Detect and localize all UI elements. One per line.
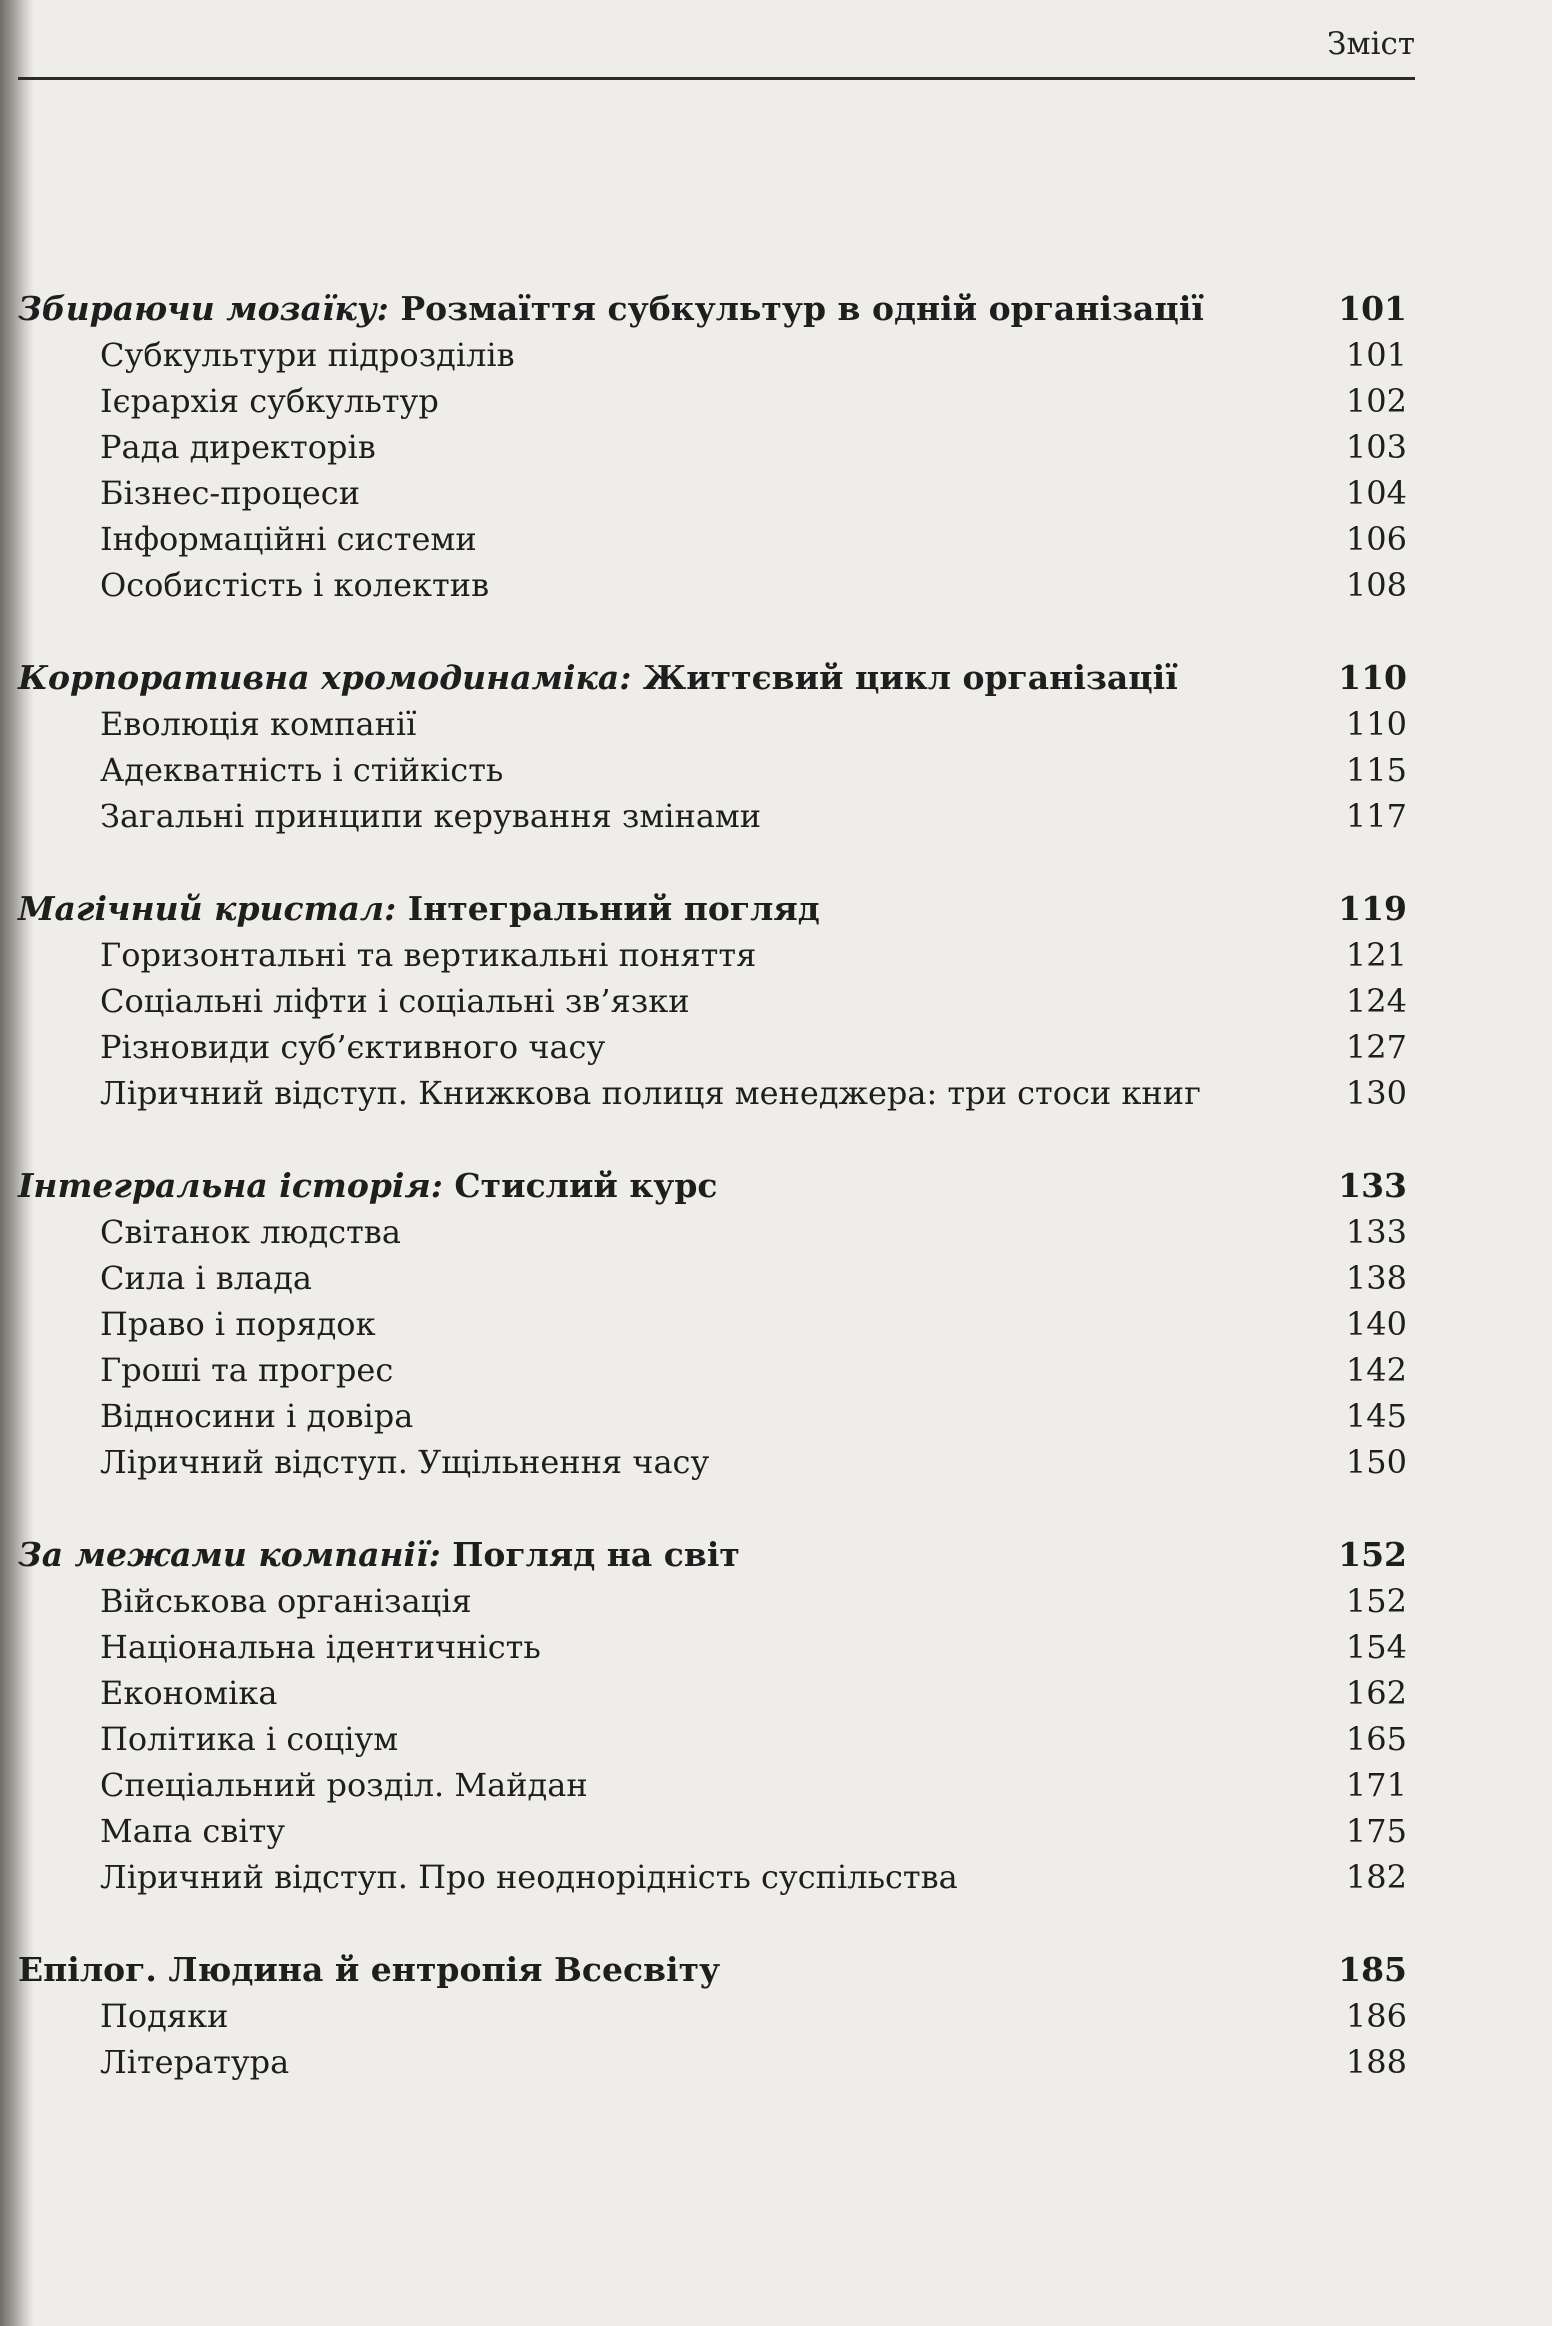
subsection-page-number: 175: [1345, 1812, 1407, 1850]
chapter-title: [18, 1532, 740, 1578]
toc-subsection-entry: [18, 1301, 1413, 1347]
subsection-title: Відносини і довіра: [100, 1397, 414, 1435]
subsection-title: Загальні принципи керування змінами: [100, 797, 762, 835]
chapter-title-rest: Стислий курс: [442, 1166, 718, 1205]
subsection-title: Національна ідентичність: [100, 1628, 541, 1666]
subsection-page-number: 108: [1345, 566, 1407, 604]
subsection-page-number: 165: [1345, 1720, 1407, 1758]
subsection-title: Особистість і колектив: [100, 566, 490, 604]
subsection-title: Мапа світу: [100, 1812, 286, 1850]
subsection-title: Ліричний відступ. Ущільнення часу: [100, 1443, 710, 1481]
chapter-page-number: 119: [1338, 889, 1407, 928]
toc-subsection-entry: [18, 793, 1413, 839]
toc-subsection-entry: [18, 1255, 1413, 1301]
chapter-title: [18, 655, 1178, 701]
subsection-title: Військова організація: [100, 1582, 472, 1620]
toc-chapter-entry: [18, 1532, 1413, 1578]
subsection-title: Ліричний відступ. Книжкова полиця менеджера: три стоси книг: [100, 1074, 1201, 1112]
toc-subsection-entry: [18, 332, 1413, 378]
toc-subsection-entry: [18, 978, 1413, 1024]
subsection-page-number: 117: [1345, 797, 1407, 835]
chapter-title-rest: Інтегральний погляд: [396, 889, 820, 928]
subsection-title: Рада директорів: [100, 428, 376, 466]
toc-subsection-entry: [18, 1347, 1413, 1393]
subsection-page-number: 124: [1345, 982, 1407, 1020]
subsection-title: Ліричний відступ. Про неоднорідність суспільства: [100, 1858, 958, 1896]
subsection-page-number: 188: [1345, 2043, 1407, 2081]
toc-subsection-entry: [18, 701, 1413, 747]
toc-subsection-entry: [18, 1854, 1413, 1900]
subsection-title: Бізнес-процеси: [100, 474, 361, 512]
subsection-page-number: 102: [1345, 382, 1407, 420]
subsection-page-number: 121: [1345, 936, 1407, 974]
toc-section: [18, 1532, 1413, 1900]
toc-subsection-entry: [18, 516, 1413, 562]
chapter-title: [18, 1163, 718, 1209]
toc-section: [18, 655, 1413, 839]
chapter-title: [18, 886, 820, 932]
toc-section: [18, 286, 1413, 608]
toc-subsection-entry: [18, 2039, 1413, 2085]
chapter-page-number: 101: [1338, 289, 1407, 328]
toc-subsection-entry: [18, 470, 1413, 516]
chapter-title-italic: За межами компанії:: [18, 1535, 441, 1574]
toc-subsection-entry: [18, 932, 1413, 978]
toc-subsection-entry: [18, 1024, 1413, 1070]
subsection-page-number: 150: [1345, 1443, 1407, 1481]
chapter-title-rest: Погляд на світ: [440, 1535, 740, 1574]
chapter-title-rest: Епілог. Людина й ентропія Всесвіту: [18, 1950, 721, 1989]
subsection-page-number: 171: [1345, 1766, 1407, 1804]
subsection-page-number: 127: [1345, 1028, 1407, 1066]
subsection-page-number: 182: [1345, 1858, 1407, 1896]
toc-subsection-entry: [18, 1624, 1413, 1670]
chapter-page-number: 133: [1338, 1166, 1407, 1205]
chapter-title-italic: Збираючи мозаїку:: [18, 289, 389, 328]
subsection-page-number: 106: [1345, 520, 1407, 558]
subsection-page-number: 145: [1345, 1397, 1407, 1435]
subsection-title: Економіка: [100, 1674, 278, 1712]
toc-subsection-entry: [18, 1439, 1413, 1485]
subsection-title: Еволюція компанії: [100, 705, 417, 743]
toc-section: [18, 1947, 1413, 2085]
toc-subsection-entry: [18, 1762, 1413, 1808]
subsection-page-number: 104: [1345, 474, 1407, 512]
subsection-title: Світанок людства: [100, 1213, 401, 1251]
table-of-contents: [18, 286, 1413, 2132]
toc-subsection-entry: [18, 424, 1413, 470]
chapter-page-number: 152: [1338, 1535, 1407, 1574]
subsection-title: Соціальні ліфти і соціальні зв’язки: [100, 982, 690, 1020]
chapter-title-italic: Корпоративна хромодинаміка:: [18, 658, 632, 697]
toc-chapter-entry: [18, 886, 1413, 932]
subsection-title: Різновиди суб’єктивного часу: [100, 1028, 606, 1066]
subsection-title: Ієрархія субкультур: [100, 382, 439, 420]
subsection-page-number: 186: [1345, 1997, 1407, 2035]
subsection-page-number: 138: [1345, 1259, 1407, 1297]
subsection-page-number: 133: [1345, 1213, 1407, 1251]
subsection-title: Література: [100, 2043, 290, 2081]
subsection-title: Інформаційні системи: [100, 520, 477, 558]
subsection-title: Гроші та прогрес: [100, 1351, 394, 1389]
toc-chapter-entry: [18, 286, 1413, 332]
chapter-page-number: 110: [1338, 658, 1407, 697]
subsection-title: Сила і влада: [100, 1259, 312, 1297]
toc-subsection-entry: [18, 747, 1413, 793]
subsection-title: Політика і соціум: [100, 1720, 399, 1758]
subsection-page-number: 110: [1345, 705, 1407, 743]
toc-chapter-entry: [18, 655, 1413, 701]
chapter-title-rest: Розмаїття субкультур в одній організації: [388, 289, 1204, 328]
subsection-title: Горизонтальні та вертикальні поняття: [100, 936, 757, 974]
subsection-page-number: 142: [1345, 1351, 1407, 1389]
toc-chapter-entry: [18, 1163, 1413, 1209]
running-head: Зміст: [1327, 26, 1415, 62]
subsection-page-number: 103: [1345, 428, 1407, 466]
chapter-title-italic: Магічний кристал:: [18, 889, 397, 928]
subsection-title: Адекватність і стійкість: [100, 751, 504, 789]
subsection-page-number: 152: [1345, 1582, 1407, 1620]
toc-subsection-entry: [18, 1993, 1413, 2039]
subsection-page-number: 140: [1345, 1305, 1407, 1343]
toc-subsection-entry: [18, 1670, 1413, 1716]
subsection-page-number: 154: [1345, 1628, 1407, 1666]
chapter-title: [18, 286, 1204, 332]
subsection-title: Спеціальний розділ. Майдан: [100, 1766, 588, 1804]
toc-subsection-entry: [18, 1716, 1413, 1762]
toc-subsection-entry: [18, 1070, 1413, 1116]
toc-subsection-entry: [18, 1808, 1413, 1854]
chapter-title-italic: Інтегральна історія:: [18, 1166, 443, 1205]
toc-chapter-entry: [18, 1947, 1413, 1993]
toc-subsection-entry: [18, 1393, 1413, 1439]
header-rule: [18, 77, 1415, 80]
subsection-page-number: 115: [1345, 751, 1407, 789]
toc-subsection-entry: [18, 562, 1413, 608]
chapter-title-rest: Життєвий цикл організації: [631, 658, 1178, 697]
subsection-title: Подяки: [100, 1997, 229, 2035]
chapter-page-number: 185: [1338, 1950, 1407, 1989]
subsection-title: Право і порядок: [100, 1305, 376, 1343]
toc-subsection-entry: [18, 1578, 1413, 1624]
subsection-page-number: 162: [1345, 1674, 1407, 1712]
chapter-title: [18, 1947, 720, 1993]
subsection-title: Субкультури підрозділів: [100, 336, 515, 374]
subsection-page-number: 101: [1345, 336, 1407, 374]
toc-subsection-entry: [18, 378, 1413, 424]
subsection-page-number: 130: [1345, 1074, 1407, 1112]
toc-subsection-entry: [18, 1209, 1413, 1255]
toc-section: [18, 886, 1413, 1116]
toc-section: [18, 1163, 1413, 1485]
